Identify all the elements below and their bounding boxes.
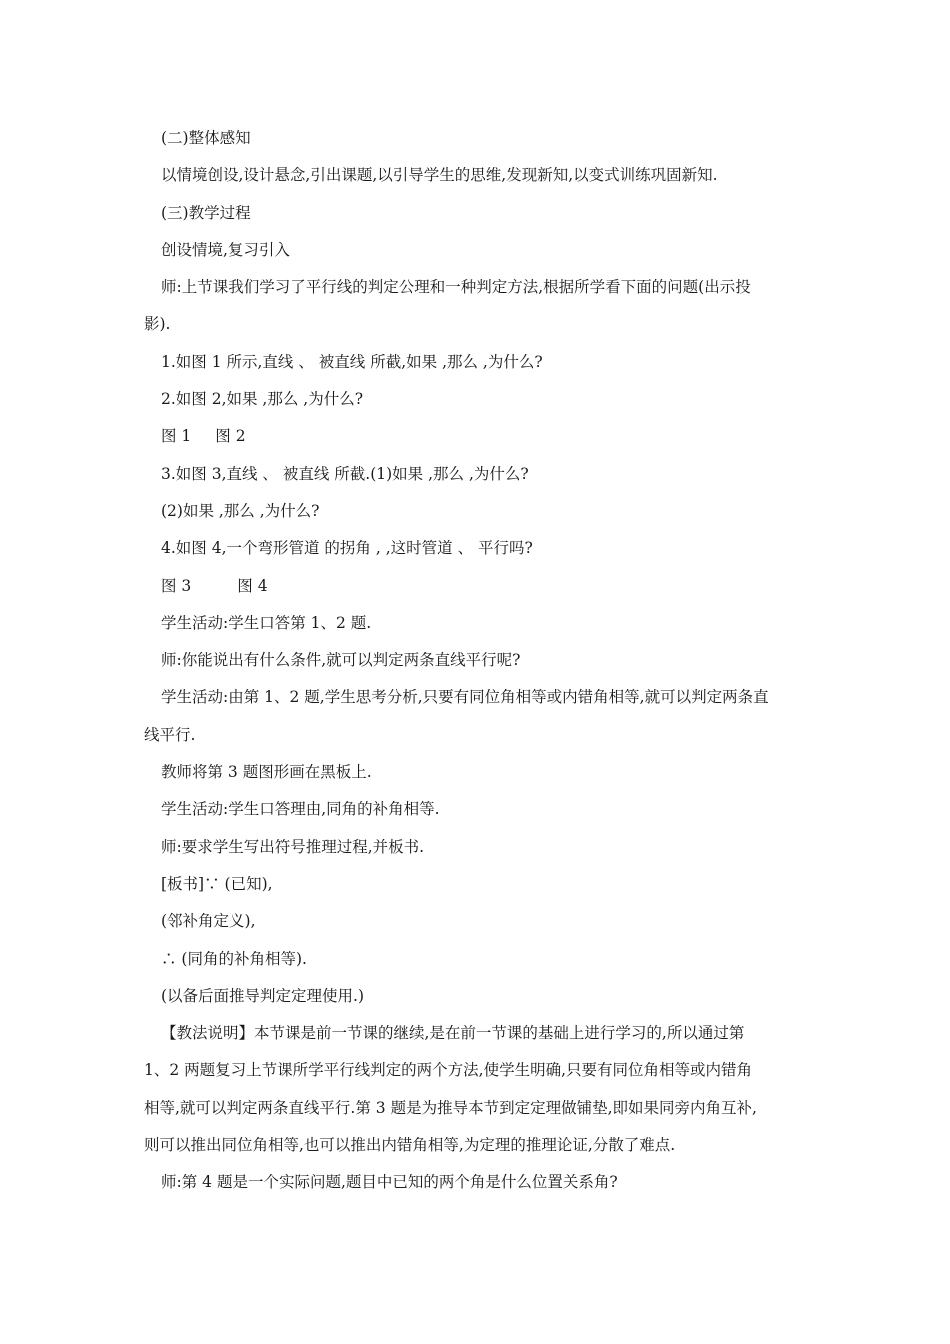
question-4: 4.如图 4,一个弯形管道 的拐角 , ,这时管道 、 平行吗? xyxy=(161,539,533,558)
question-1: 1.如图 1 所示,直线 、 被直线 所截,如果 ,那么 ,为什么? xyxy=(161,352,543,371)
board-note-line-2: (邻补角定义), xyxy=(161,912,256,931)
teaching-note: 【教法说明】本节课是前一节课的继续,是在前一节课的基础上进行学习的,所以通过第 xyxy=(161,1024,745,1043)
paragraph: 学生活动:由第 1、2 题,学生思考分析,只要有同位角相等或内错角相等,就可以判定两条直 xyxy=(161,688,769,707)
section-heading-process: (三)教学过程 xyxy=(161,203,251,222)
document-page xyxy=(144,120,810,1202)
paragraph: 教师将第 3 题图形画在黑板上. xyxy=(161,763,372,782)
section-heading-overview: (二)整体感知 xyxy=(161,129,251,147)
paragraph: 创设情境,复习引入 xyxy=(161,240,290,259)
figure-caption-row-1 xyxy=(144,418,810,455)
board-note-line-3: ∴ (同角的补角相等). xyxy=(161,949,307,968)
paragraph: 学生活动:学生口答理由,同角的补角相等. xyxy=(161,800,440,819)
figure-label-2: 图 2 xyxy=(215,427,246,446)
paragraph: 师:第 4 题是一个实际问题,题目中已知的两个角是什么位置关系角? xyxy=(161,1173,618,1192)
paragraph-continuation: 影). xyxy=(144,315,171,334)
question-3: 3.如图 3,直线 、 被直线 所截.(1)如果 ,那么 ,为什么? xyxy=(161,464,529,483)
teaching-note-continuation: 相等,就可以判定两条直线平行.第 3 题是为推导本节到定定理做铺垫,即如果同旁内角互补, xyxy=(144,1098,757,1117)
question-2: 2.如图 2,如果 ,那么 ,为什么? xyxy=(161,390,364,409)
paragraph: 师:要求学生写出符号推理过程,并板书. xyxy=(161,837,425,856)
board-note-line-4: (以备后面推导判定定理使用.) xyxy=(161,986,365,1005)
paragraph-continuation: 线平行. xyxy=(144,725,196,744)
figure-caption-row-2 xyxy=(144,568,810,605)
paragraph: 以情境创设,设计悬念,引出课题,以引导学生的思维,发现新知,以变式训练巩固新知. xyxy=(161,166,718,185)
paragraph: 师:你能说出有什么条件,就可以判定两条直线平行呢? xyxy=(161,651,521,670)
question-3-part-2: (2)如果 ,那么 ,为什么? xyxy=(161,501,320,520)
figure-label-3: 图 3 xyxy=(161,576,192,595)
paragraph: 学生活动:学生口答第 1、2 题. xyxy=(161,613,372,632)
figure-label-1: 图 1 xyxy=(161,427,192,446)
teaching-note-continuation: 则可以推出同位角相等,也可以推出内错角相等,为定理的推理论证,分散了难点. xyxy=(144,1136,676,1155)
teaching-note-continuation: 1、2 两题复习上节课所学平行线判定的两个方法,使学生明确,只要有同位角相等或内错角 xyxy=(144,1061,753,1080)
board-note-line-1: [板书]∵ (已知), xyxy=(161,874,273,893)
figure-label-4: 图 4 xyxy=(237,576,268,595)
paragraph: 师:上节课我们学习了平行线的判定公理和一种判定方法,根据所学看下面的问题(出示投 xyxy=(161,278,751,297)
